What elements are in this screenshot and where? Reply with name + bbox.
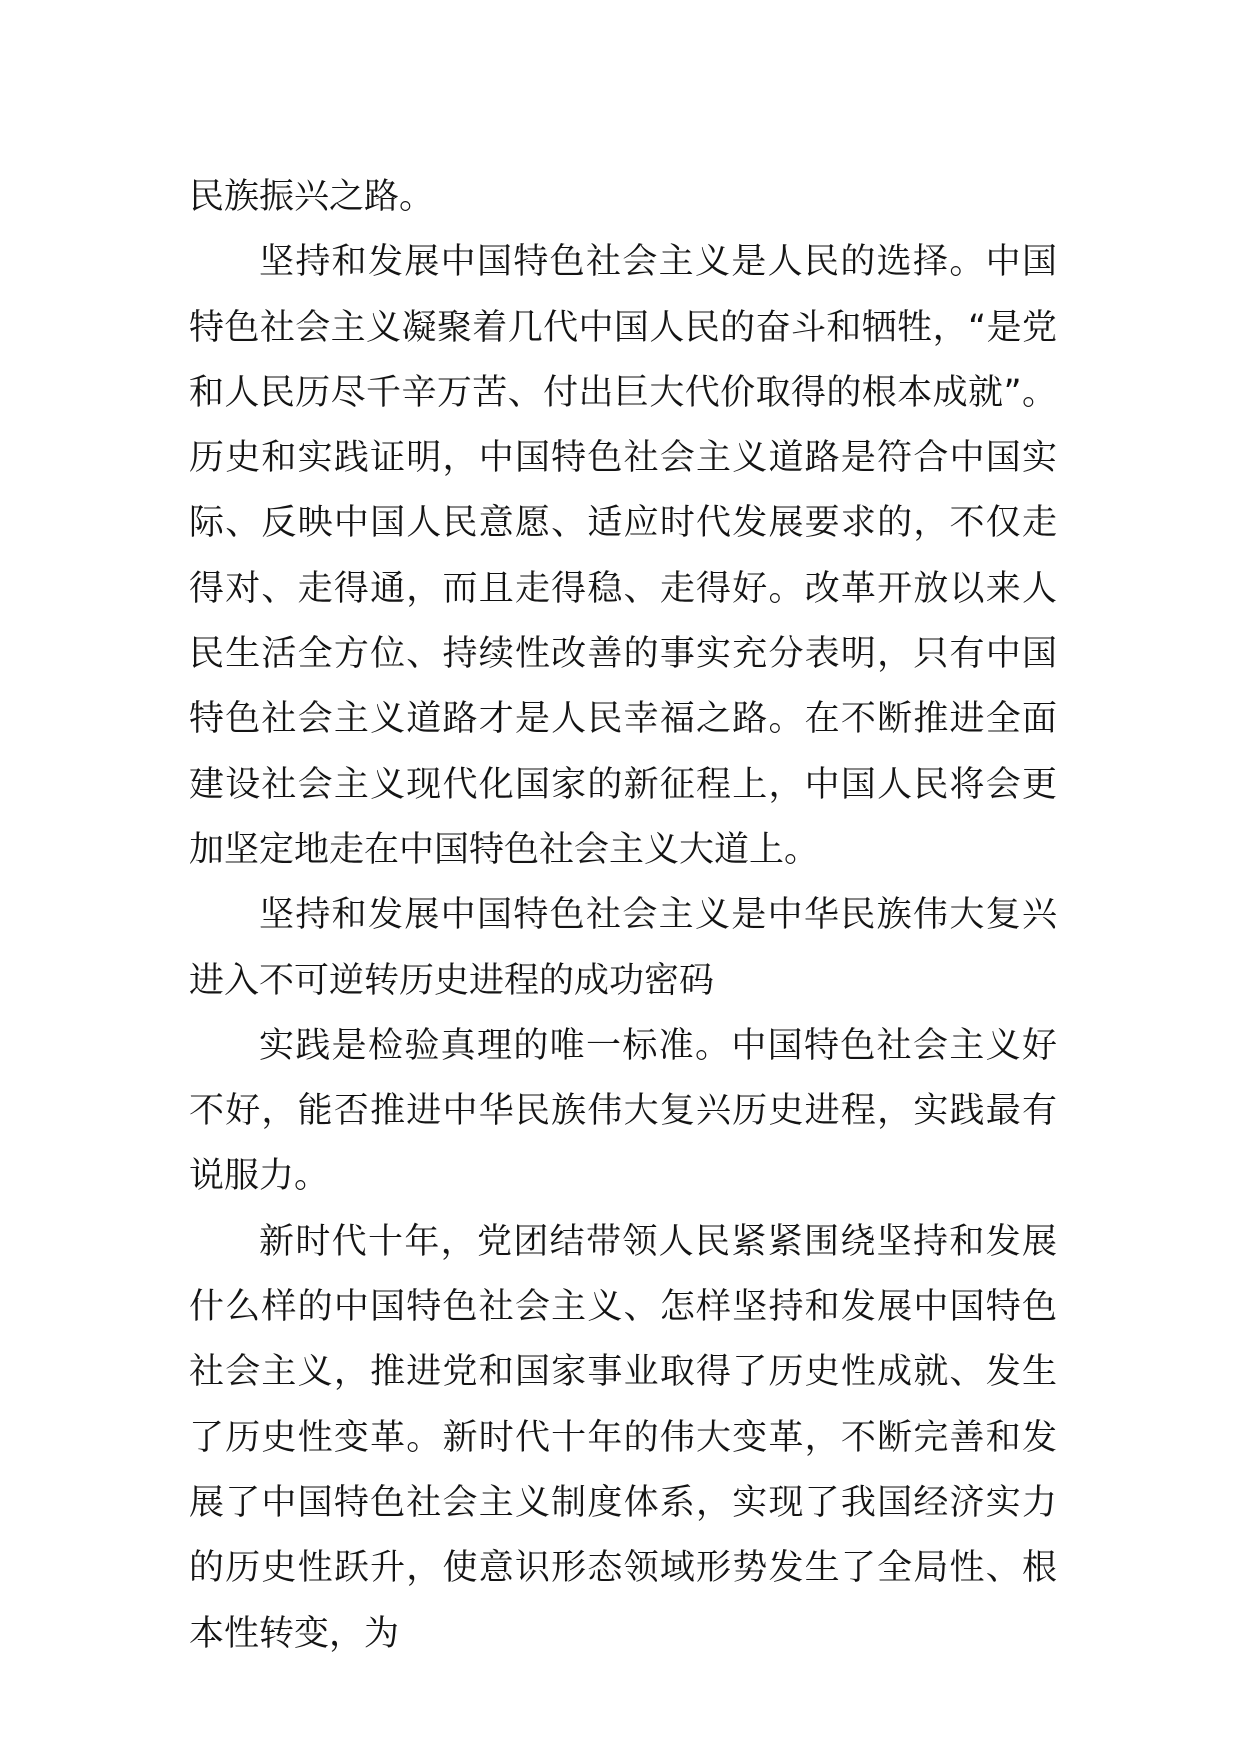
- document-body: [189, 165, 1057, 1667]
- paragraph-2: 坚持和发展中国特色社会主义是人民的选择。中国特色社会主义凝聚着几代中国人民的奋斗和牺牲，“是党和人民历尽千辛万苦、付出巨大代价取得的根本成就”。历史和实践证明，中国特色社会主义道路是符合中国实际、反映中国人民意愿、适应时代发展要求的，不仅走得对、走得通，而且走得稳、走得好。改革开放以来人民生活全方位、持续性改善的事实充分表明，只有中国特色社会主义道路才是人民幸福之路。在不断推进全面建设社会主义现代化国家的新征程上，中国人民将会更加坚定地走在中国特色社会主义大道上。: [189, 242, 1057, 870]
- section-heading: 坚持和发展中国特色社会主义是中华民族伟大复兴进入不可逆转历史进程的成功密码: [189, 895, 1057, 1001]
- paragraph-1: 民族振兴之路。: [189, 177, 435, 217]
- paragraph-4: 新时代十年，党团结带领人民紧紧围绕坚持和发展什么样的中国特色社会主义、怎样坚持和发展中国特色社会主义，推进党和国家事业取得了历史性成就、发生了历史性变革。新时代十年的伟大变革，不断完善和发展了中国特色社会主义制度体系，实现了我国经济实力的历史性跃升，使意识形态领域形势发生了全局性、根本性转变，为: [189, 1221, 1057, 1654]
- paragraph-3: 实践是检验真理的唯一标准。中国特色社会主义好不好，能否推进中华民族伟大复兴历史进程，实践最有说服力。: [189, 1025, 1057, 1197]
